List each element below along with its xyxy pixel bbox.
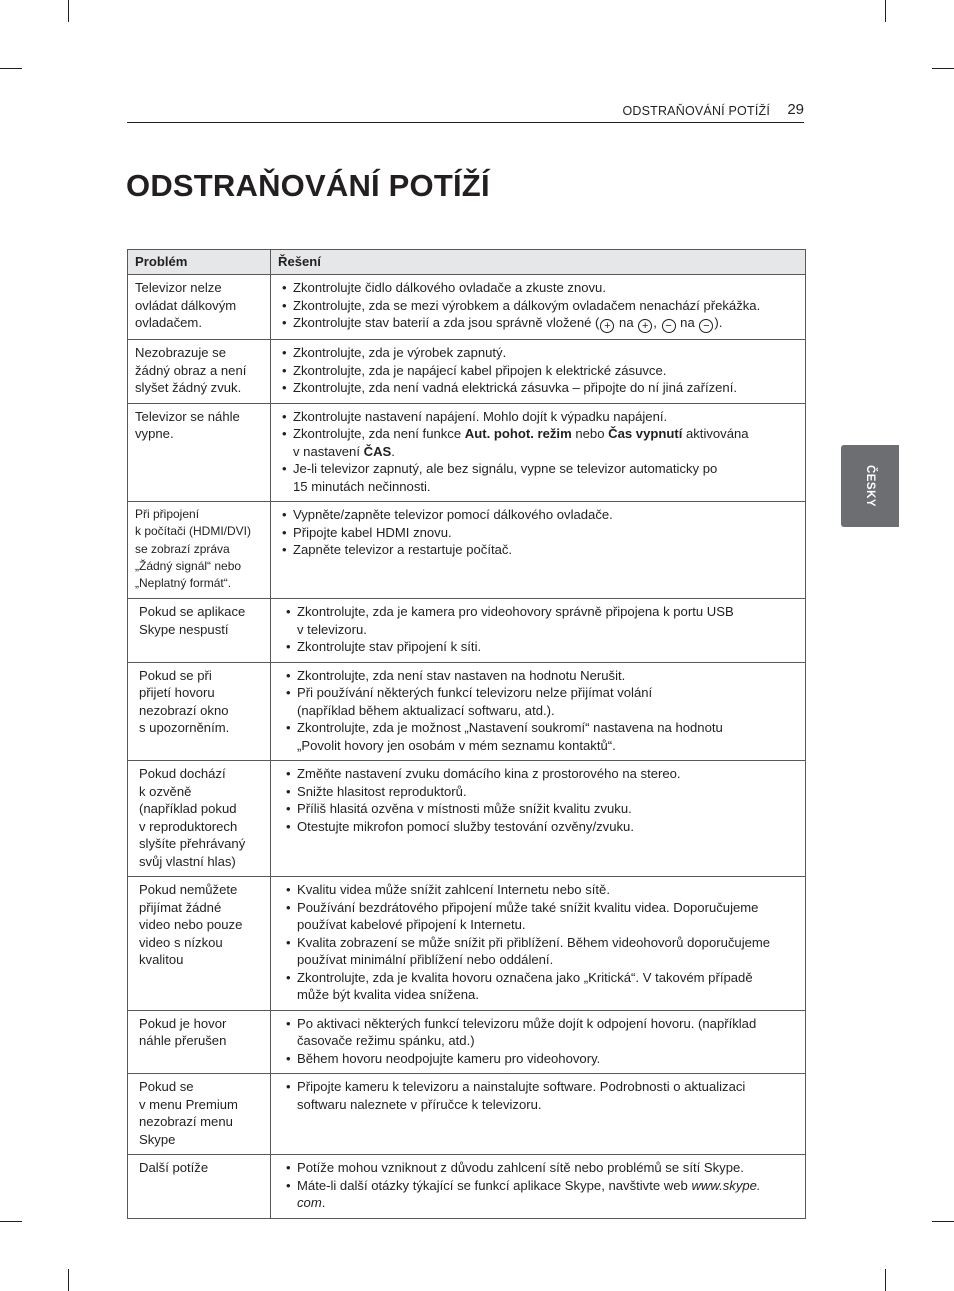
- table-header-row: [128, 250, 806, 275]
- solution-item: • Změňte nastavení zvuku domácího kina z prostorového na stereo.: [282, 765, 798, 783]
- solution-cell: [271, 761, 806, 877]
- solution-item: • Zkontrolujte, zda je napájecí kabel připojen k elektrické zásuvce.: [278, 362, 798, 380]
- solution-item: • Zkontrolujte, zda není stav nastaven na hodnotu Nerušit.: [282, 667, 798, 685]
- minus-icon: −: [699, 319, 713, 333]
- crop-mark: [932, 1221, 954, 1222]
- solution-item: • Zkontrolujte, zda se mezi výrobkem a dálkovým ovladačem nenachází překážka.: [278, 297, 798, 315]
- solution-cell: [271, 599, 806, 663]
- solution-cell: [271, 1155, 806, 1219]
- solution-item: • Zapněte televizor a restartuje počítač.: [278, 541, 798, 559]
- solution-item: • Zkontrolujte nastavení napájení. Mohlo dojít k výpadku napájení.: [278, 408, 798, 426]
- solution-item: • Zkontrolujte, zda je kvalita hovoru označena jako „Kritická“. V takovém případě může být kvalita videa snížena.: [282, 969, 798, 1004]
- solution-item: [278, 314, 798, 333]
- solution-cell: [271, 1010, 806, 1074]
- solution-cell: [271, 340, 806, 404]
- solution-item: • Je-li televizor zapnutý, ale bez signálu, vypne se televizor automaticky po 15 minutách nečinnosti.: [278, 460, 798, 495]
- table-row: [128, 761, 806, 877]
- solution-item: • Po aktivaci některých funkcí televizoru může dojít k odpojení hovoru. (například časovače režimu spánku, atd.): [282, 1015, 798, 1050]
- plus-icon: +: [638, 319, 652, 333]
- skype-website-link[interactable]: www.skype. com: [297, 1177, 761, 1211]
- solution-text: aktivována v nastavení: [293, 426, 749, 459]
- crop-mark: [0, 68, 22, 69]
- table-row: [128, 1010, 806, 1074]
- page-title: ODSTRAŇOVÁNÍ POTÍŽÍ: [126, 168, 490, 203]
- solution-item: • Otestujte mikrofon pomocí služby testování ozvěny/zvuku.: [282, 818, 798, 836]
- solution-text: Máte-li další otázky týkající se funkcí aplikace Skype, navštivte web: [297, 1177, 692, 1193]
- problem-cell: Pokud se v menu Premium nezobrazí menu Skype: [128, 1074, 271, 1155]
- setting-name: Čas vypnutí: [608, 426, 683, 441]
- problem-cell: Pokud se při přijetí hovoru nezobrazí okno s upozorněním.: [128, 662, 271, 761]
- problem-cell: Další potíže: [128, 1155, 271, 1219]
- table-row: [128, 599, 806, 663]
- solution-text: nebo: [571, 426, 609, 441]
- problem-cell: Pokud je hovor náhle přerušen: [128, 1010, 271, 1074]
- solution-cell: [271, 275, 806, 340]
- solution-text: Zkontrolujte, zda není funkce: [293, 426, 465, 441]
- solution-item: • Příliš hlasitá ozvěna v místnosti může snížit kvalitu zvuku.: [282, 800, 798, 818]
- troubleshooting-table: [127, 249, 806, 1219]
- solution-item: • Vypněte/zapněte televizor pomocí dálkového ovladače.: [278, 506, 798, 524]
- table-row: [128, 340, 806, 404]
- table-row: [128, 662, 806, 761]
- battery-text: ).: [714, 315, 723, 330]
- table-row: [128, 403, 806, 502]
- solution-item: • Zkontrolujte, zda je kamera pro videohovory správně připojena k portu USB v televizoru.: [282, 603, 798, 638]
- setting-name: Aut. pohot. režim: [464, 426, 572, 441]
- solution-cell: [271, 403, 806, 502]
- table-row: [128, 275, 806, 340]
- problem-cell: Nezobrazuje se žádný obraz a není slyšet žádný zvuk.: [128, 340, 271, 404]
- solution-item: • Kvalita zobrazení se může snížit při přiblížení. Během videohovorů doporučujeme používat minimální přiblížení nebo oddálení.: [282, 934, 798, 969]
- language-tab-label: ČESKY: [864, 464, 876, 508]
- solution-item: • Zkontrolujte, zda není vadná elektrická zásuvka – připojte do ní jiná zařízení.: [278, 379, 798, 397]
- solution-item: • Snižte hlasitost reproduktorů.: [282, 783, 798, 801]
- solution-item: • Při používání některých funkcí televizoru nelze přijímat volání (například během aktualizací softwaru, atd.).: [282, 684, 798, 719]
- battery-text: Zkontrolujte stav baterií a zda jsou správně vložené (: [293, 315, 600, 330]
- table-row: [128, 1074, 806, 1155]
- problem-cell: Při připojení k počítači (HDMI/DVI) se zobrazí zpráva „Žádný signál“ nebo „Neplatný formát“.: [128, 502, 271, 599]
- plus-icon: +: [600, 319, 614, 333]
- running-header: [127, 100, 804, 123]
- table-row: [128, 877, 806, 1011]
- problem-cell: Pokud dochází k ozvěně (například pokud v reproduktorech slyšíte přehrávaný svůj vlastní hlas): [128, 761, 271, 877]
- solution-item: • Během hovoru neodpojujte kameru pro videohovory.: [282, 1050, 798, 1068]
- table-row: [128, 502, 806, 599]
- crop-mark: [885, 0, 886, 22]
- running-title: ODSTRAŇOVÁNÍ POTÍŽÍ: [622, 104, 770, 118]
- crop-mark: [0, 1221, 22, 1222]
- language-tab: [841, 445, 899, 527]
- solution-cell: [271, 662, 806, 761]
- solution-item: • Zkontrolujte, zda je možnost „Nastavení soukromí“ nastavena na hodnotu „Povolit hovory jen osobám v mém seznamu kontaktů“.: [282, 719, 798, 754]
- column-header-problem: Problém: [128, 250, 271, 275]
- solution-cell: [271, 1074, 806, 1155]
- page-number: 29: [787, 101, 804, 118]
- battery-text: na: [615, 315, 638, 330]
- solution-item: • Zkontrolujte stav připojení k síti.: [282, 638, 798, 656]
- solution-item: • Potíže mohou vzniknout z důvodu zahlcení sítě nebo problémů se sítí Skype.: [282, 1159, 798, 1177]
- crop-mark: [68, 0, 69, 22]
- solution-item: [278, 425, 798, 460]
- solution-item: • Zkontrolujte, zda je výrobek zapnutý.: [278, 344, 798, 362]
- problem-cell: Televizor nelze ovládat dálkovým ovladačem.: [128, 275, 271, 340]
- battery-text: ,: [653, 315, 661, 330]
- crop-mark: [68, 1269, 69, 1291]
- solution-item: • Připojte kabel HDMI znovu.: [278, 524, 798, 542]
- table-row: [128, 1155, 806, 1219]
- crop-mark: [932, 68, 954, 69]
- solution-cell: [271, 877, 806, 1011]
- crop-mark: [885, 1269, 886, 1291]
- solution-text: .: [391, 443, 395, 459]
- problem-cell: Televizor se náhle vypne.: [128, 403, 271, 502]
- solution-cell: [271, 502, 806, 599]
- solution-item: • Používání bezdrátového připojení může také snížit kvalitu videa. Doporučujeme používat kabelové připojení k Internetu.: [282, 899, 798, 934]
- solution-text: .: [321, 1195, 326, 1211]
- problem-cell: Pokud se aplikace Skype nespustí: [128, 599, 271, 663]
- solution-item: • Zkontrolujte čidlo dálkového ovladače a zkuste znovu.: [278, 279, 798, 297]
- problem-cell: Pokud nemůžete přijímat žádné video nebo pouze video s nízkou kvalitou: [128, 877, 271, 1011]
- solution-item: • Kvalitu videa může snížit zahlcení Internetu nebo sítě.: [282, 881, 798, 899]
- solution-item: [282, 1177, 798, 1212]
- battery-text: na: [676, 315, 699, 330]
- solution-item: • Připojte kameru k televizoru a nainstalujte software. Podrobnosti o aktualizaci softwaru naleznete v příručce k televizoru.: [282, 1078, 798, 1113]
- column-header-solution: Řešení: [271, 250, 806, 275]
- setting-name: ČAS: [363, 443, 392, 459]
- minus-icon: −: [662, 319, 676, 333]
